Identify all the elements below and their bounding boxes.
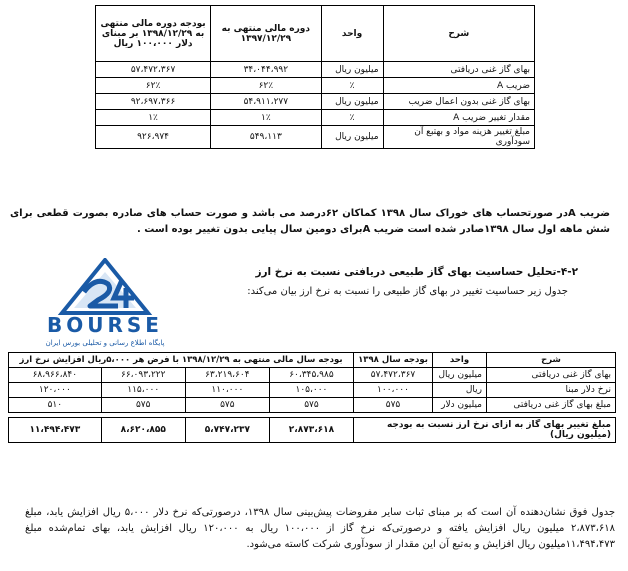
- col-header-unit: واحد: [433, 353, 487, 368]
- section-title: ۴-۲-تحلیل حساسیت بهای گاز طبیعی دریافتی نسبت به نرخ ارز: [255, 266, 578, 278]
- gas-cost-coefficient-table: [95, 5, 535, 149]
- row-unit: میلیون دلار: [433, 398, 487, 413]
- row-value-98: ۵۷،۴۷۲،۳۶۷: [96, 62, 211, 78]
- table-row: [96, 62, 535, 78]
- row-base: ۱۰۰،۰۰۰: [354, 383, 433, 398]
- table-header-row: [9, 353, 616, 368]
- table-row: [9, 398, 616, 413]
- row-scenario-3: ۵۷۵: [101, 398, 185, 413]
- table-header-row: [96, 6, 535, 62]
- logo-wordmark: BOURSE: [47, 313, 163, 337]
- row-scenario-1: ۵۷۵: [269, 398, 353, 413]
- summary-scenario-2: ۵،۷۴۷،۲۳۷: [185, 418, 269, 443]
- row-value-98: ۱٪: [96, 110, 211, 126]
- table-row: [96, 94, 535, 110]
- col-header-period97: دوره مالی منتهی به ۱۳۹۷/۱۲/۲۹: [211, 6, 321, 62]
- row-desc: بهای گاز غنی بدون اعمال ضریب: [383, 94, 534, 110]
- col-header-desc: شرح: [383, 6, 534, 62]
- row-unit: ٪: [321, 110, 383, 126]
- sensitivity-paragraph: جدول فوق نشان‌دهنده آن است که بر مبنای ثبات سایر مفروضات پیش‌بینی سال ۱۳۹۸، درصورتی‌که نرخ دلار ۵،۰۰۰ ریال افزایش یابد، مبلغ ۲،۸۷۳،۶۱۸ میلیون ریال افزایش یافته و درصورتی‌که نرخ گاز از ۱۰۰،۰۰۰ ریال به ۱۲۰،۰۰۰ ریال افزایش یابد، بهای تمام‌شده مبلغ ۱۱،۴۹۴،۴۷۳میلیون ریال افزایش و به‌تبع آن این مقدار از سودآوری شرکت کاسته می‌شود.: [25, 507, 616, 550]
- row-value-97: ۵۴۹،۱۱۳: [211, 126, 321, 149]
- row-scenario-2: ۵۷۵: [185, 398, 269, 413]
- table-summary-row: [9, 418, 616, 443]
- table-row: [9, 368, 616, 383]
- row-base: ۵۷۵: [354, 398, 433, 413]
- row-scenario-1: ۱۰۵،۰۰۰: [269, 383, 353, 398]
- section-intro: جدول زیر حساسیت تغییر در بهای گاز طبیعی را نسبت به نرخ ارز بیان می‌کند:: [247, 286, 568, 297]
- row-scenario-3: ۶۶،۰۹۳،۲۲۲: [101, 368, 185, 383]
- table-row: [96, 110, 535, 126]
- col-header-unit: واحد: [321, 6, 383, 62]
- row-desc: بهای گاز غنی دریافتی: [487, 368, 616, 383]
- row-value-97: ۱٪: [211, 110, 321, 126]
- row-desc: مقدار تغییر ضریب A: [383, 110, 534, 126]
- summary-desc: مبلغ تغییر بهای گاز به ازای نرخ ارز نسبت به بودجه (میلیون ریال): [354, 418, 616, 443]
- row-value-97: ۶۲٪: [211, 78, 321, 94]
- bourse-logo-icon: [18, 258, 193, 348]
- table-row: [9, 383, 616, 398]
- row-unit: ریال: [433, 383, 487, 398]
- row-desc: بهای گاز غنی دریافتی: [383, 62, 534, 78]
- logo-caption: پایگاه اطلاع رسانی و تحلیلی بورس ایران: [45, 339, 165, 347]
- row-unit: ٪: [321, 78, 383, 94]
- table-row: [96, 78, 535, 94]
- row-desc: مبلغ بهای گاز غنی دریافتی: [487, 398, 616, 413]
- col-header-desc: شرح: [487, 353, 616, 368]
- summary-scenario-1: ۲،۸۷۳،۶۱۸: [269, 418, 353, 443]
- row-value-98: ۶۲٪: [96, 78, 211, 94]
- row-scenario-3: ۱۱۵،۰۰۰: [101, 383, 185, 398]
- coefficient-paragraph: ضریب Aدر صورتحساب های خوراک سال ۱۳۹۸ کماکان ۶۲درصد می باشد و صورت حساب های صادره بصورت قطعی برای شش ماهه اول سال ۱۳۹۸صادر شده است ضریب Aبرای دومین سال پیایی بدون تغییر بوده است .: [10, 208, 610, 235]
- row-value-97: ۳۴،۰۴۴،۹۹۲: [211, 62, 321, 78]
- row-desc: نرخ دلار مبنا: [487, 383, 616, 398]
- row-scenario-1: ۶۰،۳۴۵،۹۸۵: [269, 368, 353, 383]
- summary-scenario-4: ۱۱،۴۹۴،۴۷۳: [9, 418, 102, 443]
- row-value-97: ۵۴،۹۱۱،۲۷۷: [211, 94, 321, 110]
- row-desc: ضریب A: [383, 78, 534, 94]
- row-scenario-4: ۵۱۰: [9, 398, 102, 413]
- row-unit: میلیون ریال: [321, 62, 383, 78]
- col-header-budget98: بودجه سال ۱۳۹۸: [354, 353, 433, 368]
- row-value-98: ۹۲۶،۹۷۴: [96, 126, 211, 149]
- table-row: [96, 126, 535, 149]
- row-unit: میلیون ریال: [321, 126, 383, 149]
- row-base: ۵۷،۴۷۲،۳۶۷: [354, 368, 433, 383]
- row-scenario-2: ۱۱۰،۰۰۰: [185, 383, 269, 398]
- col-header-scenario: بودجه سال مالی منتهی به ۱۳۹۸/۱۲/۲۹ با فرض هر ۵،۰۰۰ریال افزایش نرخ ارز: [9, 353, 354, 368]
- row-scenario-2: ۶۳،۲۱۹،۶۰۴: [185, 368, 269, 383]
- row-unit: میلیون ریال: [433, 368, 487, 383]
- row-unit: میلیون ریال: [321, 94, 383, 110]
- row-scenario-4: ۶۸،۹۶۶،۸۴۰: [9, 368, 102, 383]
- col-header-budget98: بودجه دوره مالی منتهی به ۱۳۹۸/۱۲/۲۹ بر مبنای دلار ۱۰۰،۰۰۰ ریال: [96, 6, 211, 62]
- summary-scenario-3: ۸،۶۲۰،۸۵۵: [101, 418, 185, 443]
- row-desc: مبلغ تغییر هزینه مواد و بهتبع آن سودآوری: [383, 126, 534, 149]
- exchange-rate-sensitivity-table: [8, 352, 616, 443]
- row-value-98: ۹۲،۶۹۷،۳۶۶: [96, 94, 211, 110]
- row-scenario-4: ۱۲۰،۰۰۰: [9, 383, 102, 398]
- bourse-logo: [18, 258, 193, 348]
